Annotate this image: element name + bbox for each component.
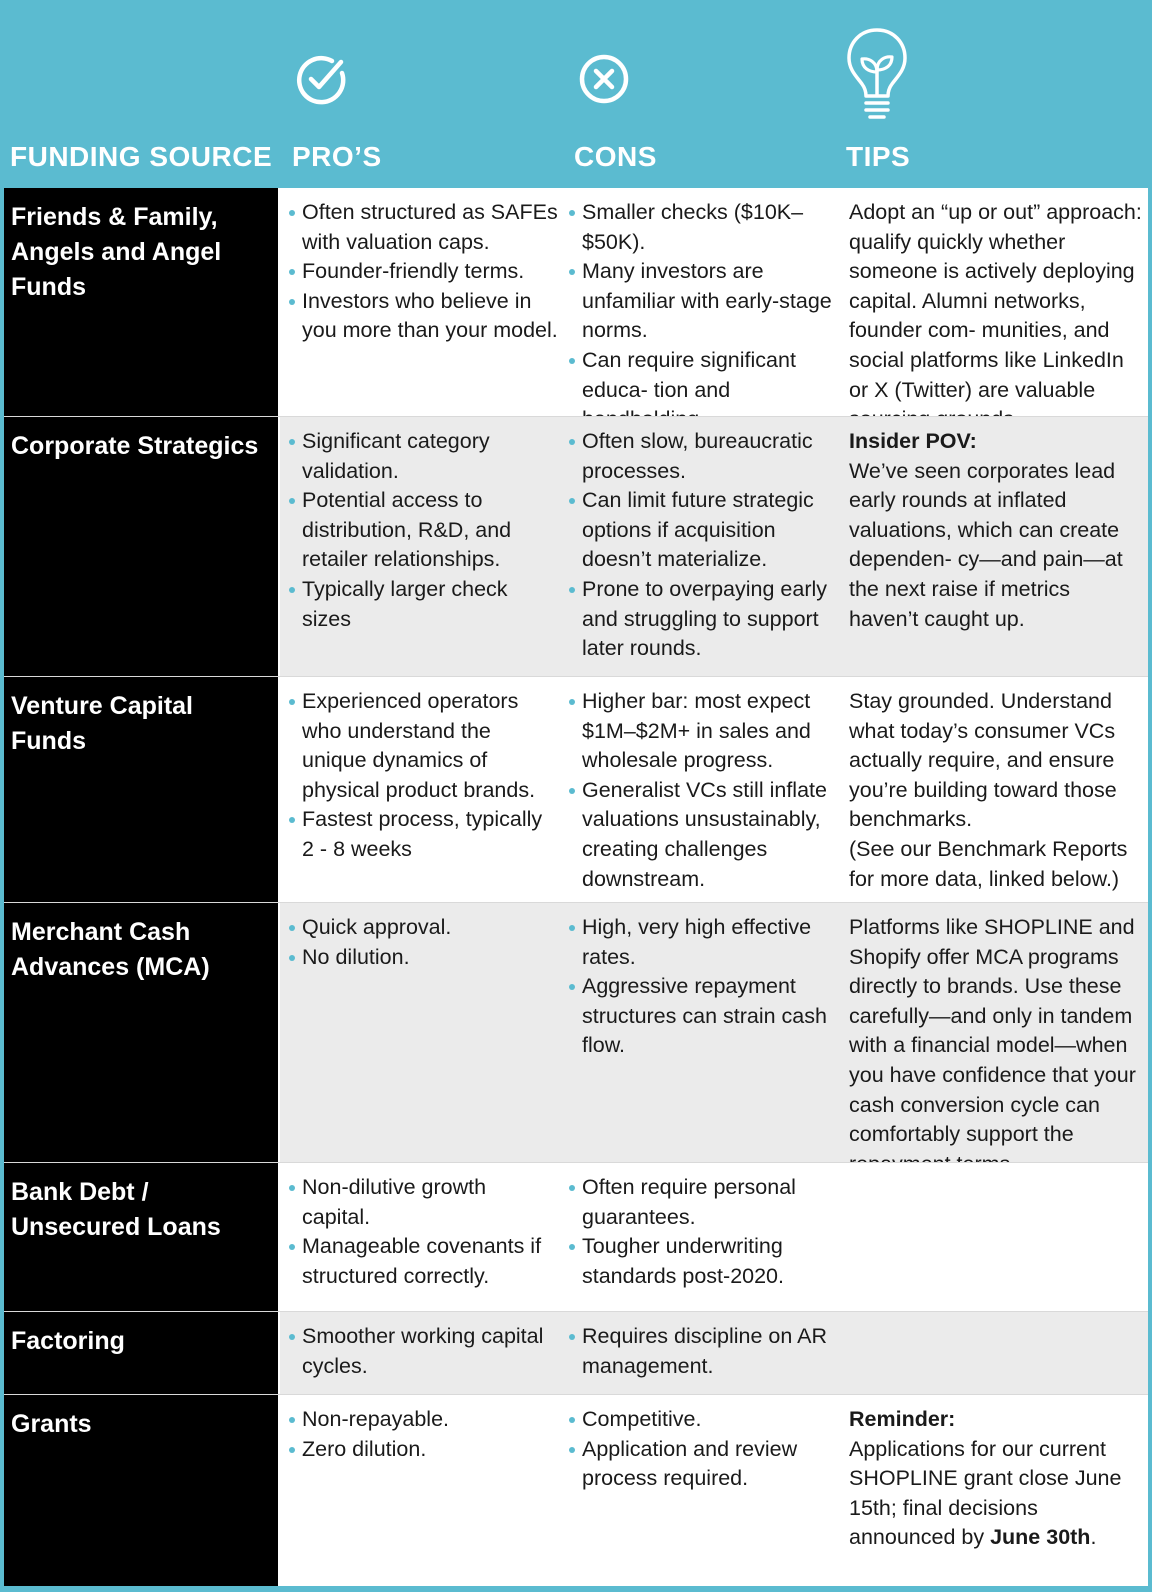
check-circle-icon [296,53,348,105]
list-item: Competitive. [567,1405,840,1435]
row-divider [4,1394,1148,1395]
tips-cell [844,903,1148,1163]
list-item: No dilution. [287,943,558,973]
tips-deadline: June 30th [990,1525,1091,1550]
tips-heading: Insider POV: [849,429,977,453]
list-item: Higher bar: most expect $1M–$2M+ in sales and wholesale progress. [567,687,840,776]
tips-text: Platforms like SHOPLINE and Shopify offer MCA programs directly to brands. Use these carefully—and only in tandem with a financial model—when you have confidence that your cash conversion cycle can comfortably support the [849,915,1136,1147]
row-divider [4,1311,1148,1312]
list-item: Significant category validation. [287,427,558,486]
tips-heading: Reminder: [849,1407,956,1431]
list-item: Tougher underwriting standards post-2020. [567,1232,840,1291]
list-item: Aggressive repayment structures can strain cash flow. [567,972,840,1061]
header-pros-col [284,0,564,188]
tips-text: Adopt an “up or out” approach: qualify quickly whether someone is actively deploying capital. Alumni networks, founder com- munities, and social platforms like LinkedIn or X (Twitter) are valuable [849,200,1142,402]
header-tips-col [844,0,1144,188]
tips-text: Applications for our current SHOPLINE grant close June 15th; final decisions announced by [849,1436,1122,1550]
table-row [4,188,1148,417]
tips-cell [844,417,1148,677]
list-item: Smoother working capital cycles. [287,1322,558,1381]
list-item: Potential access to distribution, R&D, and retailer relationships. [287,486,558,575]
list-item: Smaller checks ($10K–$50K). [567,198,840,257]
cons-cell [562,1395,844,1586]
pros-cell [280,677,562,903]
row-source-label: Factoring [4,1312,280,1395]
list-item: Manageable covenants if structured correctly. [287,1232,558,1291]
tips-text: We’ve seen corporates lead early rounds at inflated valuations, which can create dependen- cy—and pain—at the next raise if metrics haven’t caught up. [849,458,1123,631]
header-pros: PRO’S [292,141,382,172]
list-item: High, very high effective rates. [567,913,840,972]
x-circle-icon [578,53,630,105]
list-item: Many investors are unfamiliar with early-stage norms. [567,257,840,346]
tips-cell [844,1395,1148,1586]
cons-cell [562,1312,844,1395]
pros-cell [280,188,562,417]
tips-cell [844,677,1148,903]
tips-cell [844,188,1148,417]
list-item: Non-dilutive growth capital. [287,1173,558,1232]
lightbulb-sprout-icon [844,26,910,124]
tips-punct: . [1090,1525,1097,1550]
list-item: Investors who believe in you more than your model. [287,287,558,346]
tips-text-wrap [849,1435,1144,1553]
list-item: Non-repayable. [287,1405,558,1435]
pros-cell [280,1163,562,1312]
row-source-label: Friends & Family, Angels and Angel Funds [4,188,280,417]
tips-text: Stay grounded. Understand what today’s consumer VCs actually require, and ensure you’re building toward those benchmarks. [849,689,1117,832]
row-source-label: Venture Capital Funds [4,677,280,903]
table-row [4,1163,1148,1312]
row-source-label: Merchant Cash Advances (MCA) [4,903,280,1163]
row-divider [4,1162,1148,1163]
list-item: Fastest process, typically 2 - 8 weeks [287,805,558,864]
row-divider [4,902,1148,903]
pros-cell [280,1312,562,1395]
pros-cell [280,417,562,677]
tips-cell [844,1312,1148,1395]
tips-cell [844,1163,1148,1312]
cons-cell [562,417,844,677]
table-header [0,0,1152,188]
list-item: Can limit future strategic options if acquisition doesn’t materialize. [567,486,840,575]
list-item: Founder-friendly terms. [287,257,558,287]
row-source-label: Grants [4,1395,280,1586]
header-funding-source: FUNDING SOURCE [10,141,273,172]
cons-cell [562,1163,844,1312]
table-row [4,903,1148,1163]
header-cons: CONS [574,141,657,172]
header-tips: TIPS [846,141,911,172]
cons-cell [562,677,844,903]
funding-table [4,188,1148,1586]
list-item: Often structured as SAFEs with valuation caps. [287,198,558,257]
list-item: Zero dilution. [287,1435,558,1465]
list-item: Requires discipline on AR management. [567,1322,840,1381]
tips-note: (See our Benchmark Reports for more data, linked below.) [849,836,1128,891]
table-row [4,1312,1148,1395]
cons-cell [562,188,844,417]
list-item: Typically larger check sizes [287,575,558,634]
row-source-label: Bank Debt / Unsecured Loans [4,1163,280,1312]
row-divider [4,416,1148,417]
header-source-col [0,0,280,188]
list-item: Generalist VCs still inflate valuations unsustainably, creating challenges downstream. [567,776,840,894]
list-item: Often slow, bureaucratic processes. [567,427,840,486]
list-item: Often require personal guarantees. [567,1173,840,1232]
list-item: Quick approval. [287,913,558,943]
list-item: Can require significant educa- tion and [567,346,840,435]
row-source-label: Corporate Strategics [4,417,280,677]
table-row [4,1395,1148,1586]
row-divider [4,676,1148,677]
list-item: Prone to overpaying early and struggling to support later rounds. [567,575,840,664]
cons-cell [562,903,844,1163]
list-item: Experienced operators who understand the unique dynamics of physical product brands. [287,687,558,805]
pros-cell [280,903,562,1163]
header-cons-col [564,0,844,188]
table-row [4,417,1148,677]
list-item: Application and review process required. [567,1435,840,1494]
pros-cell [280,1395,562,1586]
table-row [4,677,1148,903]
